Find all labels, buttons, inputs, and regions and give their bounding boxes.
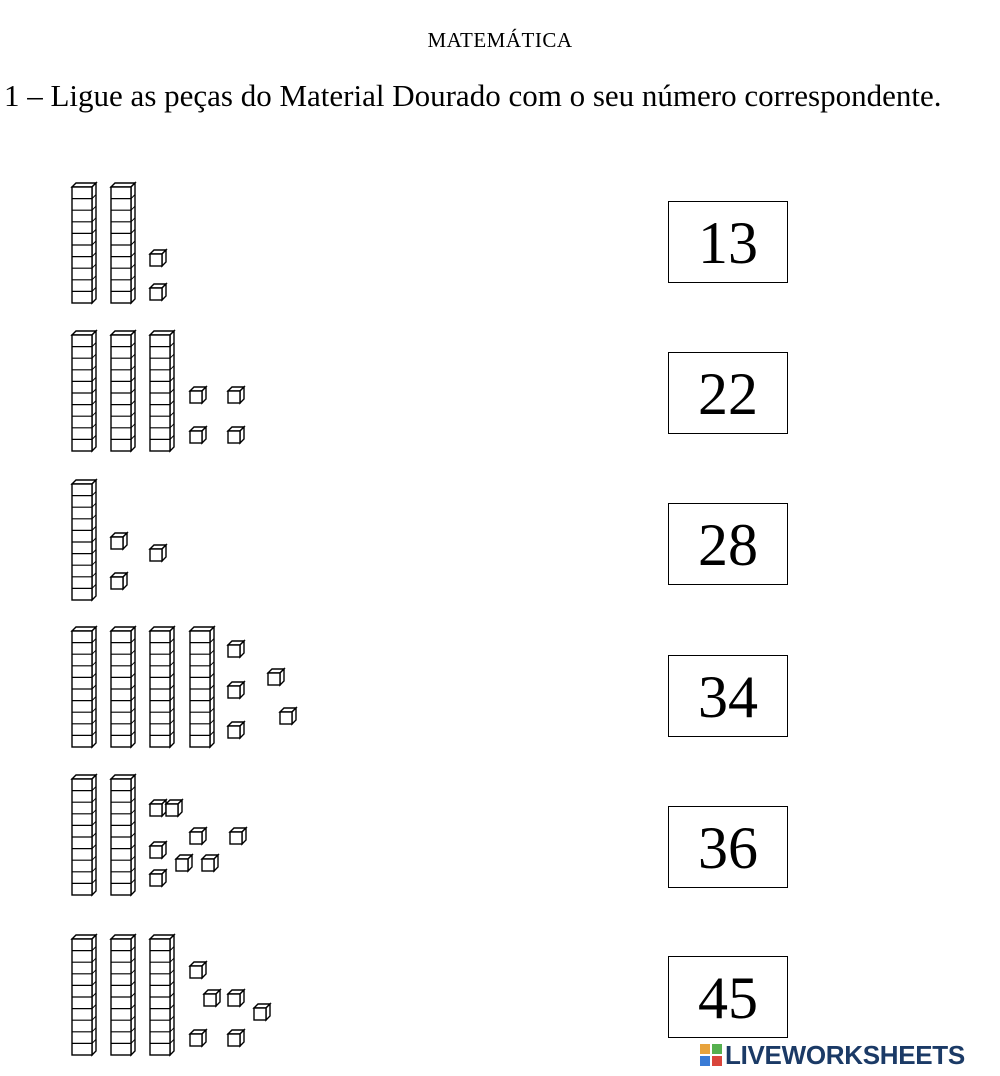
unit-cube [204,990,220,1006]
liveworksheets-logo-text: LIVEWORKSHEETS [725,1039,965,1070]
answer-box-45[interactable]: 45 [668,956,788,1038]
ten-rod [150,627,174,747]
unit-cube [268,669,284,685]
ten-rod [111,775,135,895]
unit-cube [228,990,244,1006]
unit-cube [190,1030,206,1046]
unit-cube [150,284,166,300]
answer-box-13[interactable]: 13 [668,201,788,283]
answer-box-34[interactable]: 34 [668,655,788,737]
answer-box-28[interactable]: 28 [668,503,788,585]
unit-cube [228,1030,244,1046]
ten-rod [150,935,174,1055]
unit-cube [228,387,244,403]
unit-cube [202,855,218,871]
unit-cube [111,533,127,549]
unit-cube [230,828,246,844]
unit-cube [190,962,206,978]
liveworksheets-logo-icon [700,1044,722,1066]
unit-cube [190,387,206,403]
unit-cube [190,828,206,844]
answer-box-36[interactable]: 36 [668,806,788,888]
unit-cube [190,427,206,443]
instruction-text: 1 – Ligue as peças do Material Dourado com o seu número correspondente. [4,78,942,113]
unit-cube [228,682,244,698]
unit-cube [111,573,127,589]
page-title: MATEMÁTICA [427,28,573,52]
unit-cube [150,870,166,886]
unit-cube [150,545,166,561]
unit-cube [150,842,166,858]
unit-cube [280,708,296,724]
unit-cube [150,250,166,266]
ten-rod [111,935,135,1055]
ten-rod [111,183,135,303]
ten-rod [150,331,174,451]
ten-rod [72,935,96,1055]
ten-rod [111,331,135,451]
answer-box-22[interactable]: 22 [668,352,788,434]
unit-cube [228,427,244,443]
unit-cube [176,855,192,871]
unit-cube [228,722,244,738]
ten-rod [111,627,135,747]
ten-rod [190,627,214,747]
ten-rod [72,775,96,895]
ten-rod [72,331,96,451]
unit-cube [150,800,166,816]
ten-rod [72,183,96,303]
unit-cube [228,641,244,657]
unit-cube [166,800,182,816]
liveworksheets-logo [700,1040,965,1070]
ten-rod [72,627,96,747]
ten-rod [72,480,96,600]
unit-cube [254,1004,270,1020]
